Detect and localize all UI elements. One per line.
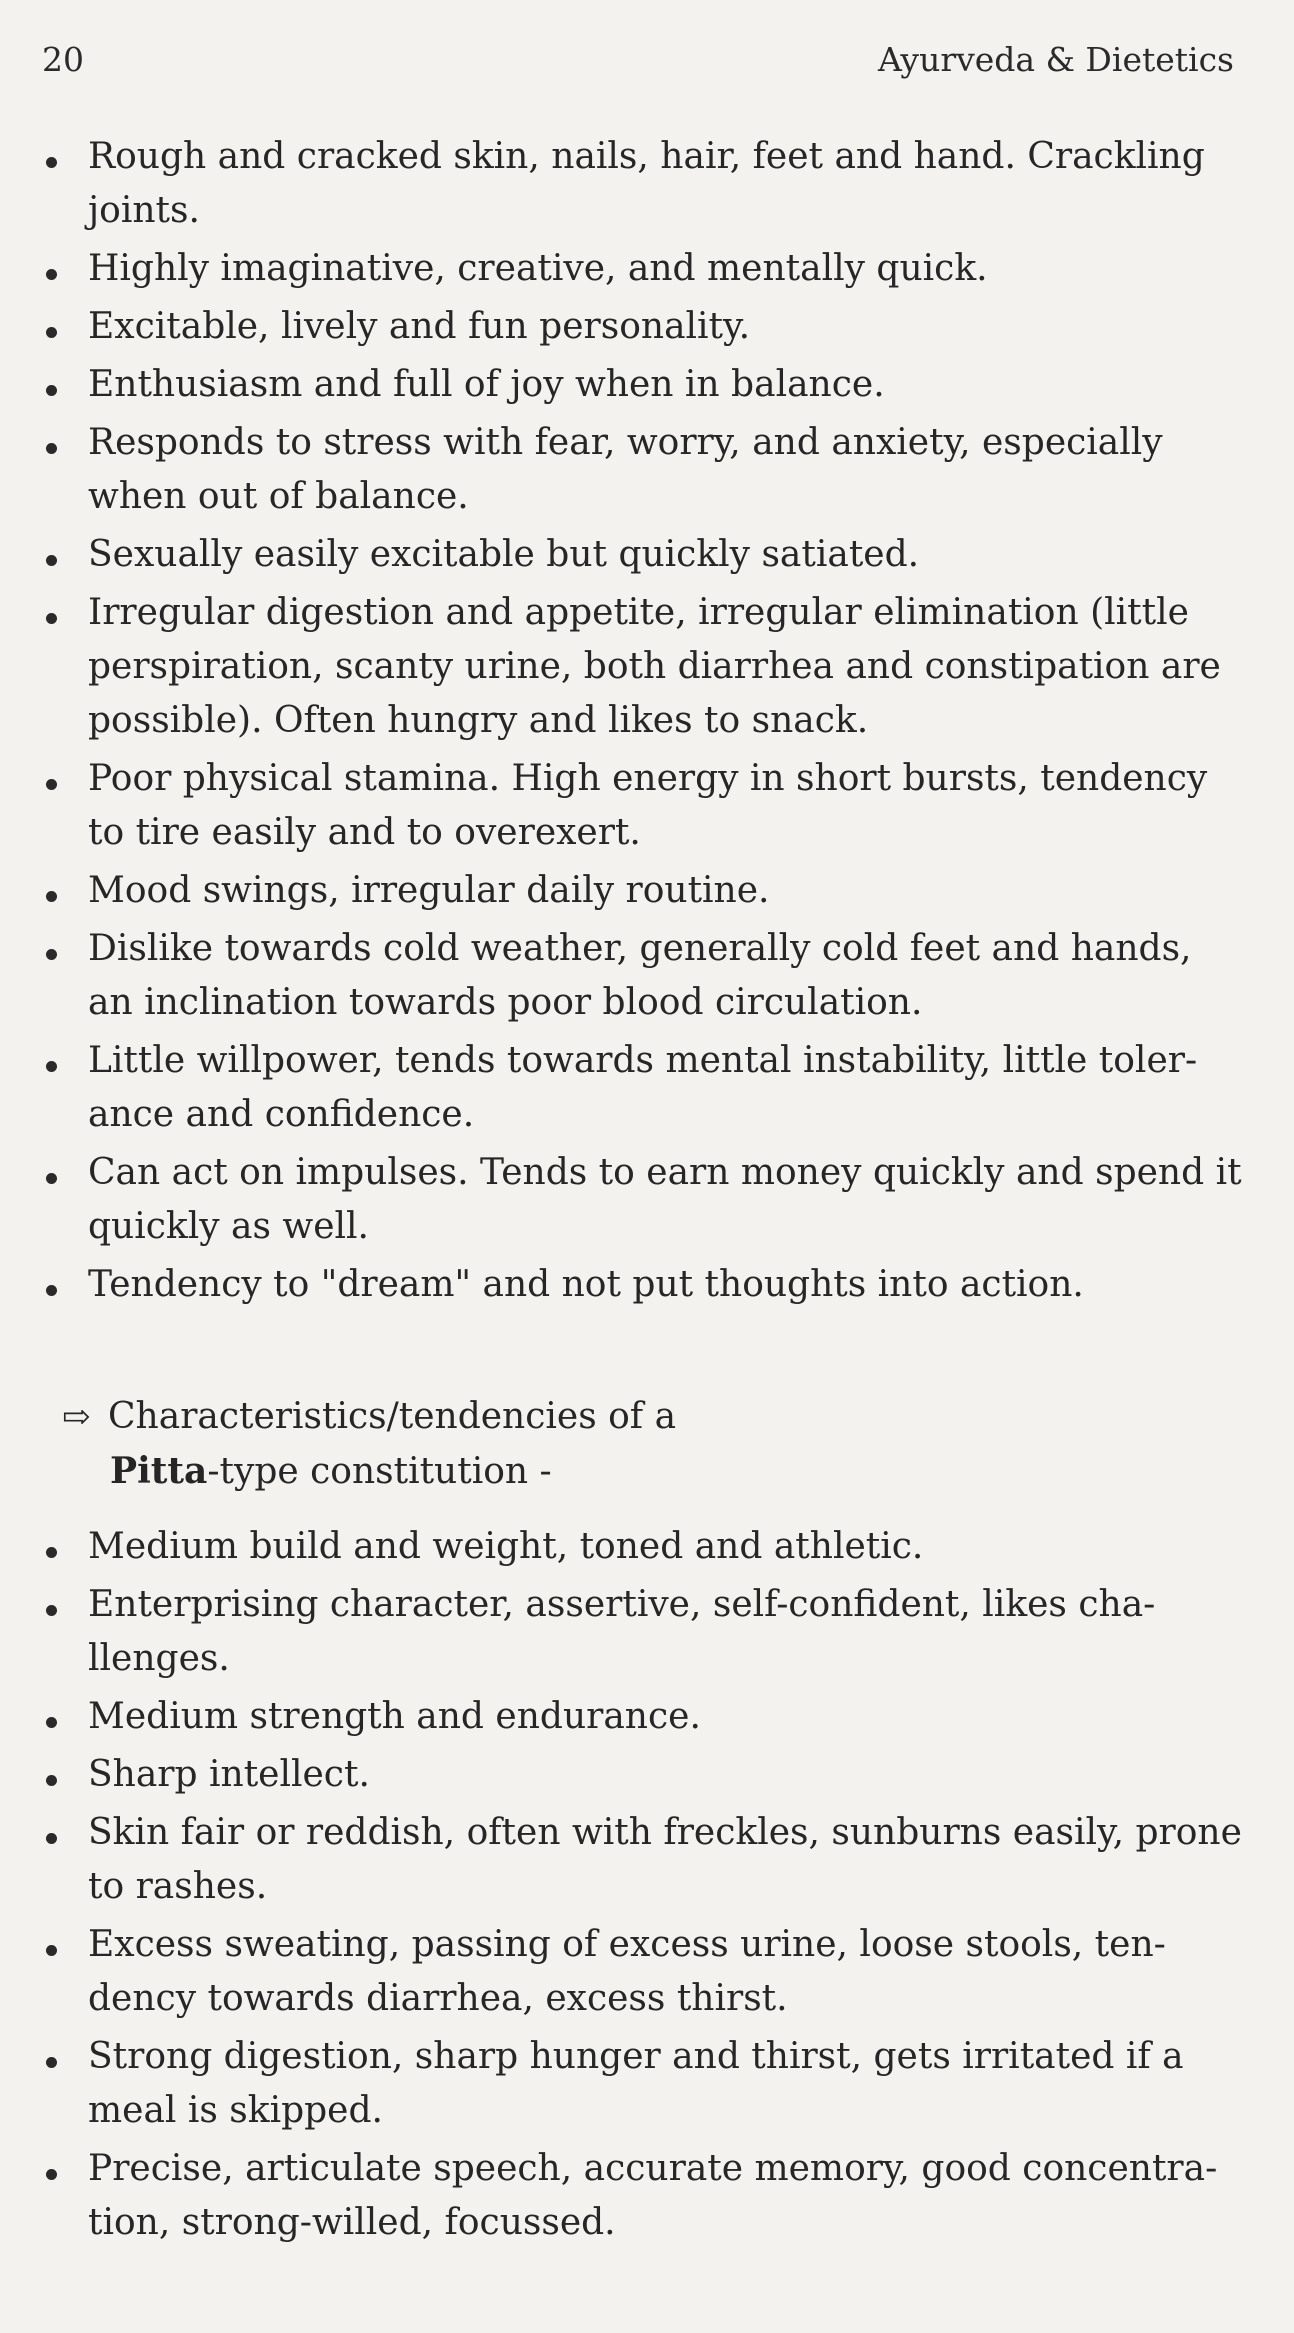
heading-bold-word: Pitta [110, 1450, 208, 1492]
list-item: Medium strength and endurance. [42, 1690, 1242, 1744]
list-item: Skin fair or reddish, often with freckles, sunburns easily, prone to rashes. [42, 1806, 1242, 1914]
bullet-icon [46, 949, 57, 960]
list-item: Sexually easily excitable but quickly satiated. [42, 528, 1242, 582]
bullet-icon [46, 2057, 57, 2068]
bullet-icon [46, 1945, 57, 1956]
bullet-icon [46, 327, 57, 338]
bullet-icon [46, 613, 57, 624]
pitta-section-heading [62, 1390, 1162, 1499]
bullet-icon [46, 555, 57, 566]
pitta-characteristics-list [42, 1520, 1242, 2254]
list-item: Excitable, lively and fun personality. [42, 300, 1242, 354]
list-item: Dislike towards cold weather, generally cold feet and hands, an inclination towards poor blood circulation. [42, 922, 1242, 1030]
bullet-icon [46, 891, 57, 902]
bullet-icon [46, 1285, 57, 1296]
list-item: Poor physical stamina. High energy in short bursts, tendency to tire easily and to overexert. [42, 752, 1242, 860]
page-number: 20 [42, 40, 84, 79]
bullet-icon [46, 2169, 57, 2180]
list-item: Sharp intellect. [42, 1748, 1242, 1802]
page-header [42, 40, 1234, 90]
bullet-icon [46, 779, 57, 790]
vata-characteristics-list [42, 130, 1242, 1316]
heading-line2: -type constitution - [207, 1451, 552, 1492]
list-item: Responds to stress with fear, worry, and anxiety, especially when out of balance. [42, 416, 1242, 524]
arrow-right-icon: ⇨ [62, 1397, 91, 1437]
list-item: Irregular digestion and appetite, irregular elimination (little perspiration, scanty urine, both diarrhea and constipation are possible). Often hungry and likes to snack. [42, 586, 1242, 748]
list-item: Strong digestion, sharp hunger and thirst, gets irritated if a meal is skipped. [42, 2030, 1242, 2138]
bullet-icon [46, 1061, 57, 1072]
list-item: Can act on impulses. Tends to earn money quickly and spend it quickly as well. [42, 1146, 1242, 1254]
bullet-icon [46, 1605, 57, 1616]
list-item: Rough and cracked skin, nails, hair, feet and hand. Crackling joints. [42, 130, 1242, 238]
bullet-icon [46, 1717, 57, 1728]
heading-line1: Characteristics/tendencies of a [108, 1396, 677, 1437]
bullet-icon [46, 1173, 57, 1184]
list-item: Enthusiasm and full of joy when in balance. [42, 358, 1242, 412]
list-item: Highly imaginative, creative, and mentally quick. [42, 242, 1242, 296]
list-item: Enterprising character, assertive, self-confident, likes cha-llenges. [42, 1578, 1242, 1686]
bullet-icon [46, 1833, 57, 1844]
bullet-icon [46, 1547, 57, 1558]
bullet-icon [46, 1775, 57, 1786]
list-item: Excess sweating, passing of excess urine, loose stools, ten-dency towards diarrhea, excess thirst. [42, 1918, 1242, 2026]
list-item: Medium build and weight, toned and athletic. [42, 1520, 1242, 1574]
list-item: Precise, articulate speech, accurate memory, good concentra-tion, strong-willed, focussed. [42, 2142, 1242, 2250]
running-title: Ayurveda & Dietetics [877, 40, 1234, 79]
list-item: Mood swings, irregular daily routine. [42, 864, 1242, 918]
bullet-icon [46, 157, 57, 168]
list-item: Tendency to "dream" and not put thoughts into action. [42, 1258, 1242, 1312]
bullet-icon [46, 269, 57, 280]
list-item: Little willpower, tends towards mental instability, little toler-ance and confidence. [42, 1034, 1242, 1142]
bullet-icon [46, 443, 57, 454]
bullet-icon [46, 385, 57, 396]
